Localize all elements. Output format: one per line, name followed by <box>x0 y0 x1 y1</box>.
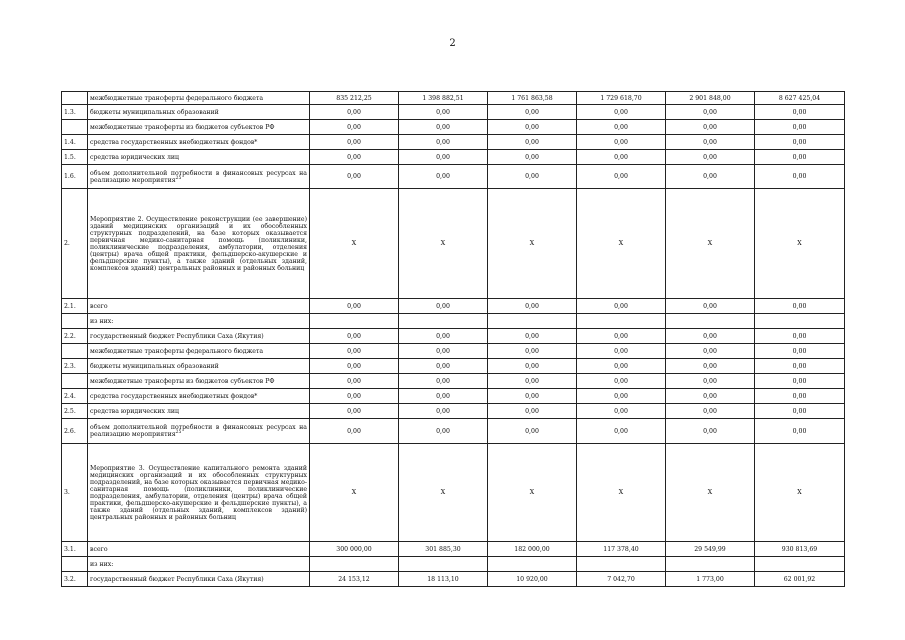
value-cell: 0,00 <box>666 419 755 444</box>
value-cell: 0,00 <box>310 404 399 419</box>
row-number-cell: 1.3. <box>62 105 88 120</box>
value-cell: 0,00 <box>310 329 399 344</box>
value-cell: 0,00 <box>577 404 666 419</box>
value-cell: 0,00 <box>488 404 577 419</box>
row-name-cell <box>88 120 310 135</box>
row-number-cell: 2.3. <box>62 359 88 374</box>
value-cell: 930 813,69 <box>755 542 845 557</box>
row-number-cell: 3.1. <box>62 542 88 557</box>
table-row <box>62 120 845 135</box>
table-row <box>62 189 845 299</box>
value-cell <box>755 314 845 329</box>
value-cell: 0,00 <box>666 389 755 404</box>
row-number-cell: 3. <box>62 444 88 542</box>
value-cell: 7 042,70 <box>577 572 666 587</box>
row-number-cell: 2.2. <box>62 329 88 344</box>
row-number-cell <box>62 314 88 329</box>
row-name-text: объем дополнительной потребности в финансовых ресурсах на реализацию мероприятия <box>90 169 307 184</box>
page-number: 2 <box>449 38 456 49</box>
row-name-cell <box>88 189 310 299</box>
footnote-marker: 25 <box>175 429 182 435</box>
value-cell: 0,00 <box>488 150 577 165</box>
value-cell: 0,00 <box>310 165 399 189</box>
value-cell: 117 378,40 <box>577 542 666 557</box>
value-cell: 0,00 <box>666 299 755 314</box>
table-row <box>62 374 845 389</box>
table-row <box>62 557 845 572</box>
value-cell: 0,00 <box>577 374 666 389</box>
value-cell: Х <box>577 444 666 542</box>
value-cell: Х <box>310 444 399 542</box>
row-number-cell <box>62 374 88 389</box>
row-name-cell <box>88 444 310 542</box>
value-cell: 2 901 848,00 <box>666 92 755 105</box>
row-name-text: всего <box>90 302 108 310</box>
value-cell: 0,00 <box>666 105 755 120</box>
table-row <box>62 419 845 444</box>
budget-table <box>61 91 845 587</box>
row-name-cell <box>88 557 310 572</box>
value-cell: 0,00 <box>577 105 666 120</box>
table-row <box>62 344 845 359</box>
row-name-cell <box>88 92 310 105</box>
row-name-text: государственный бюджет Республики Саха (Якутия) <box>90 332 264 340</box>
budget-table-body <box>62 92 845 587</box>
table-row <box>62 404 845 419</box>
row-name-cell <box>88 374 310 389</box>
value-cell: 0,00 <box>577 299 666 314</box>
row-name-cell <box>88 419 310 444</box>
row-number-cell <box>62 120 88 135</box>
value-cell: 0,00 <box>577 344 666 359</box>
table-row <box>62 314 845 329</box>
value-cell: 0,00 <box>399 419 488 444</box>
value-cell: 0,00 <box>755 299 845 314</box>
value-cell: 0,00 <box>399 135 488 150</box>
table-row <box>62 444 845 542</box>
value-cell: 0,00 <box>577 359 666 374</box>
value-cell: 0,00 <box>488 419 577 444</box>
table-row <box>62 92 845 105</box>
value-cell: 0,00 <box>488 135 577 150</box>
value-cell: 0,00 <box>488 359 577 374</box>
value-cell: Х <box>666 444 755 542</box>
value-cell <box>310 557 399 572</box>
row-number-cell: 2.1. <box>62 299 88 314</box>
value-cell: 0,00 <box>666 359 755 374</box>
value-cell: 0,00 <box>399 404 488 419</box>
row-name-text: межбюджетные трансферты федерального бюджета <box>90 347 264 355</box>
value-cell: 0,00 <box>310 105 399 120</box>
table-row <box>62 542 845 557</box>
value-cell: 0,00 <box>755 105 845 120</box>
row-number-cell: 1.4. <box>62 135 88 150</box>
value-cell: 0,00 <box>488 105 577 120</box>
value-cell <box>577 557 666 572</box>
row-name-text: межбюджетные трансферты федерального бюджета <box>90 94 264 102</box>
value-cell: 0,00 <box>488 165 577 189</box>
value-cell: Х <box>399 444 488 542</box>
value-cell: Х <box>755 444 845 542</box>
value-cell: 0,00 <box>755 329 845 344</box>
row-name-cell <box>88 314 310 329</box>
value-cell: 0,00 <box>399 299 488 314</box>
value-cell: 0,00 <box>755 419 845 444</box>
row-name-text: межбюджетные трансферты из бюджетов субъектов РФ <box>90 377 275 385</box>
row-name-cell <box>88 165 310 189</box>
value-cell: 0,00 <box>755 359 845 374</box>
value-cell: 0,00 <box>666 150 755 165</box>
row-name-cell <box>88 404 310 419</box>
value-cell: 0,00 <box>666 135 755 150</box>
value-cell: 1 729 618,70 <box>577 92 666 105</box>
value-cell <box>310 314 399 329</box>
row-number-cell: 2.4. <box>62 389 88 404</box>
value-cell: 1 761 863,58 <box>488 92 577 105</box>
row-name-cell <box>88 542 310 557</box>
value-cell: Х <box>755 189 845 299</box>
value-cell: 0,00 <box>755 344 845 359</box>
value-cell: 0,00 <box>310 359 399 374</box>
value-cell: 0,00 <box>488 299 577 314</box>
value-cell <box>488 314 577 329</box>
row-name-text: объем дополнительной потребности в финансовых ресурсах на реализацию мероприятия <box>90 424 307 438</box>
table-row <box>62 359 845 374</box>
value-cell: 0,00 <box>399 359 488 374</box>
value-cell: 0,00 <box>310 344 399 359</box>
row-name-text: из них: <box>90 317 114 325</box>
row-name-text: средства государственных внебюджетных фондов* <box>90 392 258 400</box>
row-number-cell <box>62 344 88 359</box>
value-cell: 300 000,00 <box>310 542 399 557</box>
row-name-cell <box>88 150 310 165</box>
value-cell: 18 113,10 <box>399 572 488 587</box>
value-cell: 0,00 <box>488 389 577 404</box>
value-cell: 0,00 <box>666 374 755 389</box>
value-cell: 0,00 <box>399 150 488 165</box>
row-number-cell: 2. <box>62 189 88 299</box>
value-cell: 0,00 <box>310 135 399 150</box>
value-cell <box>399 314 488 329</box>
value-cell: 0,00 <box>399 165 488 189</box>
row-name-cell <box>88 299 310 314</box>
row-name-cell <box>88 572 310 587</box>
row-number-cell: 2.5. <box>62 404 88 419</box>
value-cell: 0,00 <box>310 419 399 444</box>
value-cell: 8 627 425,04 <box>755 92 845 105</box>
value-cell: 0,00 <box>488 329 577 344</box>
value-cell: 0,00 <box>488 374 577 389</box>
table-row <box>62 105 845 120</box>
value-cell: 0,00 <box>755 120 845 135</box>
row-number-cell: 2.6. <box>62 419 88 444</box>
value-cell: 0,00 <box>755 389 845 404</box>
value-cell: 0,00 <box>755 374 845 389</box>
value-cell: 0,00 <box>577 419 666 444</box>
row-number-cell: 1.5. <box>62 150 88 165</box>
value-cell: 835 212,25 <box>310 92 399 105</box>
value-cell: Х <box>399 189 488 299</box>
table-row <box>62 329 845 344</box>
table-row <box>62 389 845 404</box>
value-cell: 0,00 <box>399 329 488 344</box>
value-cell: 182 000,00 <box>488 542 577 557</box>
value-cell: Х <box>488 189 577 299</box>
value-cell: 0,00 <box>399 374 488 389</box>
value-cell: 0,00 <box>310 120 399 135</box>
row-name-cell <box>88 105 310 120</box>
row-name-text: средства юридических лиц <box>90 153 180 161</box>
value-cell <box>755 557 845 572</box>
row-number-cell: 1.6. <box>62 165 88 189</box>
value-cell: 0,00 <box>577 120 666 135</box>
row-name-text: всего <box>90 545 108 553</box>
value-cell: 0,00 <box>399 344 488 359</box>
row-name-text: Мероприятие 3. Осуществление капитального ремонта зданий медицинских организаций и их обособленных структурных подразделений, на базе которых оказывается первичная медико-санитарная помощь (поликлиники, поликлинические подразделения, амбулатории, отделения (центры) врача общей практики, фельдшерско-акушерские и фельдшерские пункты), а также зданий (отдельных зданий, комплексов зданий) центральных районных и районных больниц <box>90 464 307 521</box>
value-cell: 0,00 <box>399 389 488 404</box>
row-name-text: бюджеты муниципальных образований <box>90 362 219 370</box>
row-number-cell <box>62 557 88 572</box>
row-name-cell <box>88 135 310 150</box>
row-name-text: из них: <box>90 560 114 568</box>
row-name-text: межбюджетные трансферты из бюджетов субъектов РФ <box>90 123 275 131</box>
value-cell: 24 153,12 <box>310 572 399 587</box>
value-cell: 1 398 882,51 <box>399 92 488 105</box>
value-cell: 301 885,30 <box>399 542 488 557</box>
row-name-cell <box>88 359 310 374</box>
value-cell: 0,00 <box>577 329 666 344</box>
value-cell: Х <box>577 189 666 299</box>
value-cell: 0,00 <box>577 389 666 404</box>
value-cell: 0,00 <box>666 329 755 344</box>
row-name-text: средства юридических лиц <box>90 407 180 415</box>
value-cell <box>577 314 666 329</box>
value-cell: 0,00 <box>666 404 755 419</box>
value-cell: 0,00 <box>755 150 845 165</box>
table-row <box>62 150 845 165</box>
value-cell: Х <box>666 189 755 299</box>
row-number-cell <box>62 92 88 105</box>
value-cell <box>666 314 755 329</box>
value-cell: 0,00 <box>310 389 399 404</box>
value-cell: 0,00 <box>488 344 577 359</box>
row-number-cell: 3.2. <box>62 572 88 587</box>
value-cell: 0,00 <box>310 299 399 314</box>
value-cell: 0,00 <box>310 374 399 389</box>
value-cell: 0,00 <box>399 120 488 135</box>
value-cell: 0,00 <box>488 120 577 135</box>
value-cell: 0,00 <box>666 344 755 359</box>
value-cell: Х <box>310 189 399 299</box>
footnote-marker: 25 <box>175 175 182 181</box>
row-name-text: Мероприятие 2. Осуществление реконструкции (ее завершение) зданий медицинских организаций и их обособленных структурных подразделений, на базе которых оказывается первичная медико-санитарная помощь (поликлиники, поликлинические подразделения, амбулатории, отделения (центры) врача общей практики, фельдшерско-акушерские и фельдшерские пункты), а также зданий (отдельных зданий, комплексов зданий) центральных районных и районных больниц <box>90 215 307 272</box>
value-cell: 1 773,00 <box>666 572 755 587</box>
value-cell: 29 549,99 <box>666 542 755 557</box>
value-cell: 0,00 <box>666 120 755 135</box>
value-cell: 0,00 <box>755 135 845 150</box>
value-cell <box>399 557 488 572</box>
row-name-cell <box>88 344 310 359</box>
value-cell: 0,00 <box>310 150 399 165</box>
value-cell: 10 920,00 <box>488 572 577 587</box>
row-name-text: государственный бюджет Республики Саха (Якутия) <box>90 575 264 583</box>
row-name-text: средства государственных внебюджетных фондов* <box>90 138 258 146</box>
row-name-text: бюджеты муниципальных образований <box>90 108 219 116</box>
value-cell <box>666 557 755 572</box>
value-cell: 0,00 <box>577 135 666 150</box>
value-cell: 0,00 <box>755 165 845 189</box>
value-cell: 0,00 <box>577 165 666 189</box>
table-row <box>62 299 845 314</box>
table-row <box>62 165 845 189</box>
row-name-cell <box>88 389 310 404</box>
value-cell: 0,00 <box>755 404 845 419</box>
value-cell <box>488 557 577 572</box>
table-row <box>62 572 845 587</box>
value-cell: 62 001,92 <box>755 572 845 587</box>
row-name-cell <box>88 329 310 344</box>
value-cell: 0,00 <box>666 165 755 189</box>
value-cell: 0,00 <box>577 150 666 165</box>
value-cell: 0,00 <box>399 105 488 120</box>
value-cell: Х <box>488 444 577 542</box>
table-row <box>62 135 845 150</box>
